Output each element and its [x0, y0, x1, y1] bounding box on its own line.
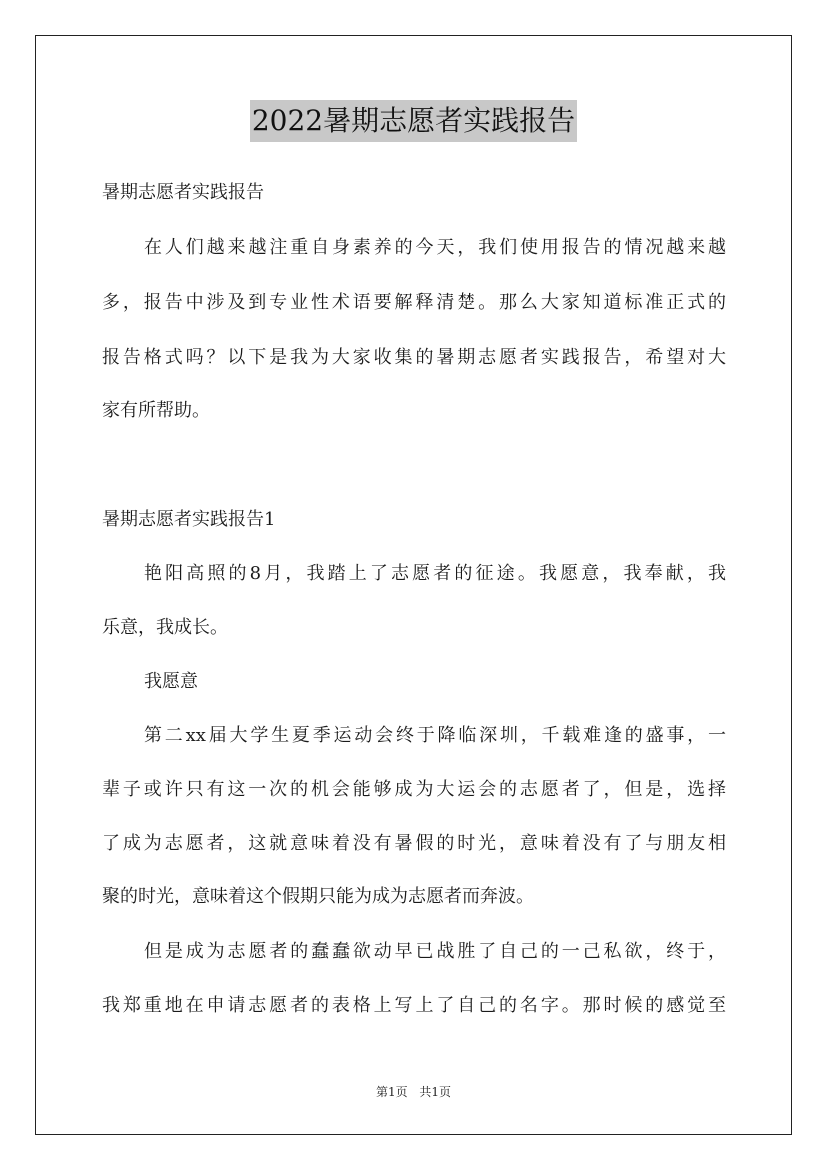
- paragraph-line: 我郑重地在申请志愿者的表格上写上了自己的名字。那时候的感觉至: [102, 995, 726, 1016]
- page-total: 共1页: [419, 1085, 452, 1099]
- subtitle: 暑期志愿者实践报告: [102, 182, 264, 203]
- paragraph-line: 乐意，我成长。: [102, 617, 228, 638]
- paragraph-line: 第二xx届大学生夏季运动会终于降临深圳，千载难逢的盛事，一: [144, 725, 726, 746]
- paragraph-line: 艳阳高照的8月，我踏上了志愿者的征途。我愿意，我奉献，我: [144, 563, 726, 584]
- title-container: [0, 100, 827, 142]
- paragraph-line: 辈子或许只有这一次的机会能够成为大运会的志愿者了，但是，选择: [102, 779, 726, 800]
- paragraph-line: 了成为志愿者，这就意味着没有暑假的时光，意味着没有了与朋友相: [102, 833, 726, 854]
- intro-line: 家有所帮助。: [102, 400, 210, 421]
- document-title: 2022暑期志愿者实践报告: [250, 100, 577, 142]
- page-number: 第1页: [375, 1085, 408, 1099]
- intro-line: 多，报告中涉及到专业性术语要解释清楚。那么大家知道标准正式的: [102, 292, 726, 313]
- subheading: 我愿意: [144, 671, 198, 692]
- page-footer: [0, 1083, 827, 1100]
- paragraph-line: 但是成为志愿者的蠢蠢欲动早已战胜了自己的一己私欲，终于，: [144, 941, 726, 962]
- intro-line: 报告格式吗？以下是我为大家收集的暑期志愿者实践报告，希望对大: [102, 347, 726, 368]
- intro-line: 在人们越来越注重自身素养的今天，我们使用报告的情况越来越: [144, 237, 726, 258]
- section-heading: 暑期志愿者实践报告1: [102, 509, 276, 530]
- paragraph-line: 聚的时光，意味着这个假期只能为成为志愿者而奔波。: [102, 886, 534, 907]
